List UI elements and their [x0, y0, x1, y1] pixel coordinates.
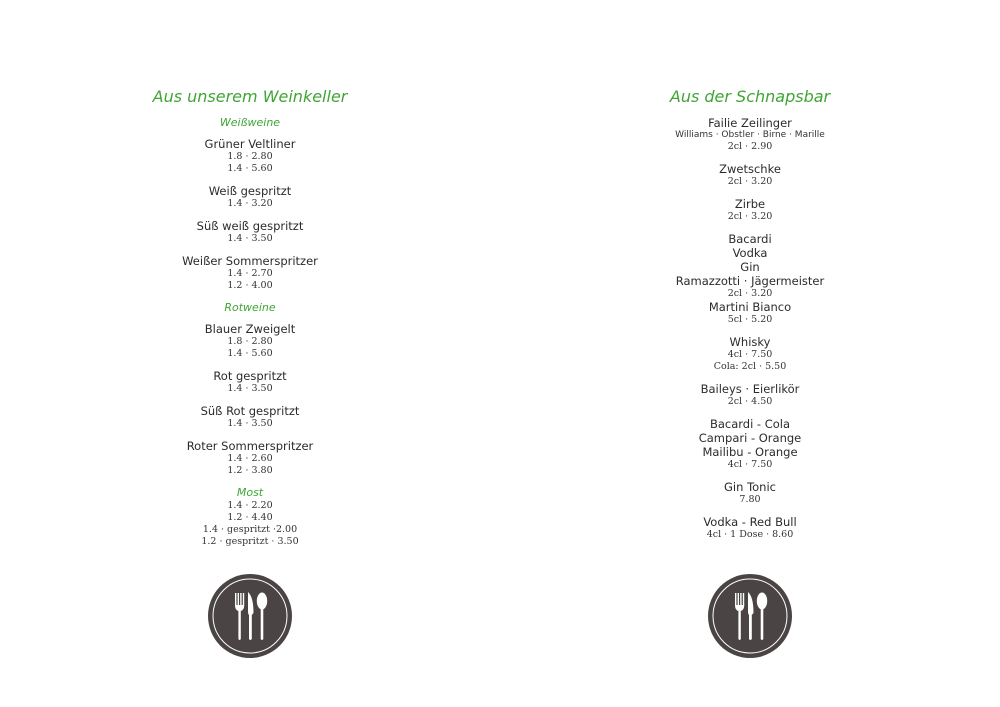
item-price: Cola: 2cl · 5.50 — [713, 361, 787, 372]
item-name: Mailibu - Orange — [702, 445, 798, 459]
menu-item — [100, 500, 400, 548]
item-price: 4cl · 7.50 — [727, 349, 773, 360]
item-price: 2cl · 4.50 — [727, 396, 773, 407]
section-title: Most — [236, 486, 264, 499]
item-name: Roter Sommerspritzer — [186, 439, 314, 453]
item-name: Failie Zeilinger — [708, 116, 792, 130]
item-name: Baileys · Eierlikör — [700, 382, 800, 396]
item-price: 1.2 · 4.00 — [227, 280, 273, 291]
item-price: 4cl · 1 Dose · 8.60 — [706, 529, 794, 540]
item-name: Süß weiß gespritzt — [196, 219, 304, 233]
item-price: 1.4 · 5.60 — [227, 163, 273, 174]
item-price: 1.4 · 3.20 — [227, 198, 273, 209]
red-wines-section — [100, 301, 400, 477]
item-price: 2cl · 2.90 — [727, 141, 773, 152]
item-price: 5cl · 5.20 — [727, 314, 773, 325]
cider-section — [100, 486, 400, 548]
item-price: 1.2 · 3.80 — [227, 465, 273, 476]
menu-item — [600, 382, 900, 408]
item-name: Rot gespritzt — [213, 369, 287, 383]
item-price: 2cl · 3.20 — [727, 176, 773, 187]
menu-item — [600, 480, 900, 506]
item-price: 1.8 · 2.80 — [227, 336, 273, 347]
item-name: Gin — [740, 260, 760, 274]
item-name: Whisky — [729, 335, 771, 349]
menu-item — [100, 322, 400, 360]
item-price: 1.4 · 3.50 — [227, 418, 273, 429]
item-subtitle: Williams · Obstler · Birne · Marille — [675, 130, 825, 140]
item-price: 1.4 · 2.20 — [227, 500, 273, 511]
item-name: Weißer Sommerspritzer — [182, 254, 318, 268]
white-wines-section — [100, 116, 400, 292]
item-price: 1.2 · gespritzt · 3.50 — [201, 536, 299, 547]
menu-item — [600, 417, 900, 471]
section-title: Rotweine — [224, 301, 276, 314]
section-title: Weißweine — [219, 116, 281, 129]
item-name: Vodka - Red Bull — [703, 515, 797, 529]
item-name: Ramazzotti · Jägermeister — [675, 274, 825, 288]
item-price: 2cl · 3.20 — [727, 211, 773, 222]
item-name: Vodka — [732, 246, 768, 260]
item-name: Bacardi — [728, 232, 772, 246]
menu-item — [100, 137, 400, 175]
item-price: 1.2 · 4.40 — [227, 512, 273, 523]
item-price: 4cl · 7.50 — [727, 459, 773, 470]
item-price: 2cl · 3.20 — [727, 288, 773, 299]
item-price: 1.4 · 3.50 — [227, 383, 273, 394]
menu-item — [600, 515, 900, 541]
item-name: Zwetschke — [719, 162, 781, 176]
item-price: 1.4 · 5.60 — [227, 348, 273, 359]
item-price: 1.4 · 3.50 — [227, 233, 273, 244]
menu-item — [600, 300, 900, 326]
menu-item — [600, 197, 900, 223]
menu-item — [600, 232, 900, 300]
menu-item — [100, 369, 400, 395]
menu-item — [600, 162, 900, 188]
item-name: Campari - Orange — [698, 431, 802, 445]
cutlery-icon — [207, 573, 293, 659]
menu-item — [600, 335, 900, 373]
menu-item — [100, 184, 400, 210]
wine-menu-column — [100, 86, 400, 557]
item-name: Weiß gespritzt — [208, 184, 292, 198]
item-price: 7.80 — [739, 494, 761, 505]
menu-item — [600, 116, 900, 153]
item-name: Gin Tonic — [724, 480, 776, 494]
item-name: Bacardi - Cola — [709, 417, 791, 431]
item-price: 1.4 · gespritzt ·2.00 — [202, 524, 298, 535]
item-price: 1.4 · 2.70 — [227, 268, 273, 279]
menu-item — [100, 254, 400, 292]
item-name: Zirbe — [734, 197, 766, 211]
item-name: Blauer Zweigelt — [204, 322, 296, 336]
schnaps-menu-title: Aus der Schnapsbar — [669, 87, 831, 106]
item-price: 1.8 · 2.80 — [227, 151, 273, 162]
menu-item — [100, 404, 400, 430]
item-name: Grüner Veltliner — [204, 137, 296, 151]
menu-item — [100, 219, 400, 245]
item-name: Süß Rot gespritzt — [200, 404, 300, 418]
schnaps-menu-column — [600, 86, 900, 550]
item-price: 1.4 · 2.60 — [227, 453, 273, 464]
item-name: Martini Bianco — [708, 300, 792, 314]
menu-item — [100, 439, 400, 477]
cutlery-icon — [707, 573, 793, 659]
wine-menu-title: Aus unserem Weinkeller — [152, 87, 348, 106]
